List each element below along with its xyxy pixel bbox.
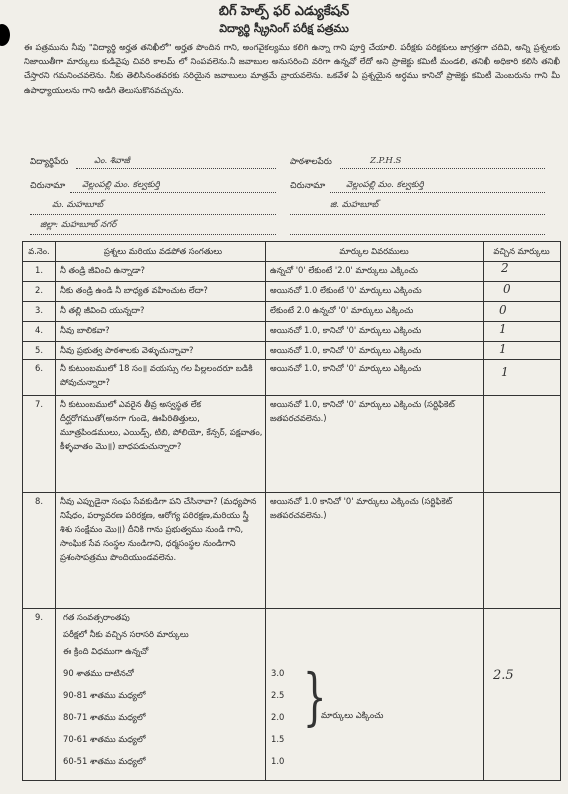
form-title: బిగ్ హెల్ప్ ఫర్ ఎడ్యుకేషన్	[218, 4, 350, 19]
row-number: 4.	[35, 325, 43, 335]
school-address-label: చిరునామా	[290, 181, 326, 191]
q9-range-2: 90-81 శాతము మధ్యలో	[63, 690, 146, 700]
address-value-line3: జిల్లా: మహబూబ్ నగర్	[40, 220, 117, 230]
marks-rule: అయినచో 1.0 లేకుంటే '0' మార్కులు ఎక్కించు	[270, 285, 422, 295]
marks-rule: అయినచో 1.0, కానిచో '0' మార్కులు ఎక్కించు	[270, 325, 422, 335]
grouping-brace: }	[302, 660, 327, 733]
school-address-value-line1: వెల్లంపల్లి మం. కల్వకుర్తి	[346, 180, 424, 190]
school-name-label: పాఠశాలపేరు	[290, 157, 332, 167]
score-value: 2	[501, 261, 509, 275]
question-text: నీ తండ్రి జీవించి ఉన్నాడా?	[60, 265, 146, 275]
address-value-line1: వెల్లంపల్లి మం. కల్వకుర్తి	[82, 180, 160, 190]
question-text: నీ కుటుంబములో ఎవరైన తీవ్ర అస్వస్థత లేక దీర్ఘరోగముతో(అనగా గుండె, ఊపిరితిత్తులు, మూత్రపిండములు, ఎయిడ్స్, టిబి, పోలియో, కేన్సర్, పక్షవాతం, కీళ్ళవాతం మొ॥) బాధపడుచున్నారా?	[60, 399, 263, 451]
row-number: 1.	[35, 265, 43, 275]
q9-mark-5: 1.0	[271, 756, 285, 766]
q9-range-5: 60-51 శాతము మధ్యలో	[63, 756, 146, 766]
question-text: నీ కుటుంబములో 18 సం॥ వయస్సు గల పిల్లలందరూ బడికి పోవుచున్నారా?	[60, 363, 253, 387]
instructions-paragraph: ఈ పత్రమును నీవు "విద్యార్థి అర్హత తనిఖీలో" అర్హత పొందిన గాని, అంగవైకల్యము కలిగి ఉన్నా గాని పూర్తి చేయాలి. పరీక్షకు పరిక్షకులు జాగ్రత్తగా చదివి, అన్ని ప్రశ్నలకు నిజాయితీగా మార్కులు కుడివైపు చివరి కాలమ్ లో నింపవలెను.నీ జవాబుల అనుసరించి వరిగా ఉన్నవో లేదో అని ప్రాజెక్టు కమిటీ మండలి, తనిఖీ అధికారి కలిసి తనిఖీ చేస్తారని గమనించవలెను. నీకు తెలిసినంతవరకు సరియైన జవాబులు మాత్రమే వ్రాయవలెను. ఒకవేళ ఏ ప్రశ్నయైన అర్ధము కానిచో ప్రాజెక్టు కమిటీ మెంబరును గాని మీ ఉపాధ్యాయులను గాని అడిగి తెలుసుకొనవచ్చును.	[24, 42, 560, 95]
score-value: 2.5	[493, 668, 514, 683]
q9-marks-label: మార్కులు ఎక్కించు	[321, 710, 384, 720]
question-text: నీవు ప్రభుత్వ పాఠశాలకు వెళ్ళుచున్నావా?	[60, 345, 194, 355]
address-value-line2: మ. మహబూబ్	[52, 200, 104, 210]
header-marks-detail: మార్కుల వివరములు	[339, 246, 409, 256]
row-number: 3.	[35, 305, 43, 315]
q9-range-1: 90 శాతము దాటినచో	[63, 668, 134, 678]
row-number: 7.	[35, 399, 43, 409]
q9-mark-2: 2.5	[271, 690, 285, 700]
q9-line-1: గత సంవత్సరాంతపు	[63, 612, 130, 622]
marks-rule: లేకుంటే 2.0 ఉన్నచో '0' మార్కులు ఎక్కించు	[270, 305, 414, 315]
screening-table	[22, 241, 561, 781]
row-number: 9.	[35, 612, 43, 622]
marks-rule: అయినచో 1.0, కానిచో '0' మార్కులు ఎక్కించు (సర్టిఫికెట్ జతపరచవలెను.)	[270, 399, 455, 423]
student-name-value: ఎం. శివాజీ	[94, 156, 130, 166]
marks-rule: అయినచో 1.0 కానిచో '0' మార్కులు ఎక్కించు (సర్టిఫికెట్ జతపరచవలెను.)	[270, 496, 453, 520]
question-text: నీవు ఎప్పుడైనా సంఘ సేవకుడిగా పని చేసినావా? (మధ్యపాన నిషేధం, పర్యావరణ పరిరక్షణ, ఆరోగ్య పరిరక్షణ,మరియు స్త్రీ శిశు సంక్షేమం మొ॥) దీనికి గాను ప్రభుత్వము నుండి గాని, సాంఘిక సేవ సంస్థల నుండిగాని, ధర్మసంస్థల నుండిగాని ప్రశంసాపత్రము పొందియుండవలెను.	[60, 496, 257, 562]
score-value: 0	[503, 282, 511, 296]
header-marks-obtained: వచ్చిన మార్కులు	[493, 246, 550, 256]
score-value: 1	[499, 322, 507, 336]
q9-range-3: 80-71 శాతము మధ్యలో	[63, 712, 146, 722]
student-name-label: విద్యార్థిపేరు	[30, 157, 69, 167]
score-value: 1	[501, 365, 509, 379]
q9-line-3: ఈ క్రింది విధముగా ఉన్నచో	[63, 646, 149, 656]
address-label: చిరునామా	[30, 181, 66, 191]
q9-mark-4: 1.5	[271, 734, 285, 744]
q9-mark-3: 2.0	[271, 712, 285, 722]
row-number: 8.	[35, 496, 43, 506]
score-value: 0	[499, 303, 507, 317]
row-number: 5.	[35, 345, 43, 355]
marks-rule: అయినచో 1.0, కానిచో '0' మార్కులు ఎక్కించు	[270, 345, 422, 355]
row-number: 6.	[35, 363, 43, 373]
score-value: 1	[499, 342, 507, 356]
school-name-value: Z.P.H.S	[370, 156, 402, 166]
school-address-value-line2: జి. మహబూబ్	[330, 200, 379, 210]
q9-range-4: 70-61 శాతము మధ్యలో	[63, 734, 146, 744]
row-number: 2.	[35, 285, 43, 295]
q9-mark-1: 3.0	[271, 668, 285, 678]
marks-rule: అయినచో 1.0, కానిచో '0' మార్కులు ఎక్కించు	[270, 363, 422, 373]
question-text: నీ తల్లి జీవించి యున్నదా?	[60, 305, 145, 315]
header-sno: వ.నెం.	[28, 246, 50, 256]
question-text: నీవు బాలికవా?	[60, 325, 110, 335]
marks-rule: ఉన్నచో '0' లేకుంటే '2.0' మార్కులు ఎక్కించు	[270, 265, 418, 275]
q9-line-2: పరీక్షలో నీకు వచ్చిన సరాసరి మార్కులు	[63, 629, 189, 639]
form-subtitle: విద్యార్థి స్క్రీనింగ్ పరీక్ష పత్రము	[219, 22, 349, 35]
question-text: నీకు తండ్రి ఉండి నీ బాధ్యత వహించుట లేదా?	[60, 285, 208, 295]
header-question: ప్రశ్నలు మరియు వడపోత సంగతులు	[103, 246, 223, 256]
